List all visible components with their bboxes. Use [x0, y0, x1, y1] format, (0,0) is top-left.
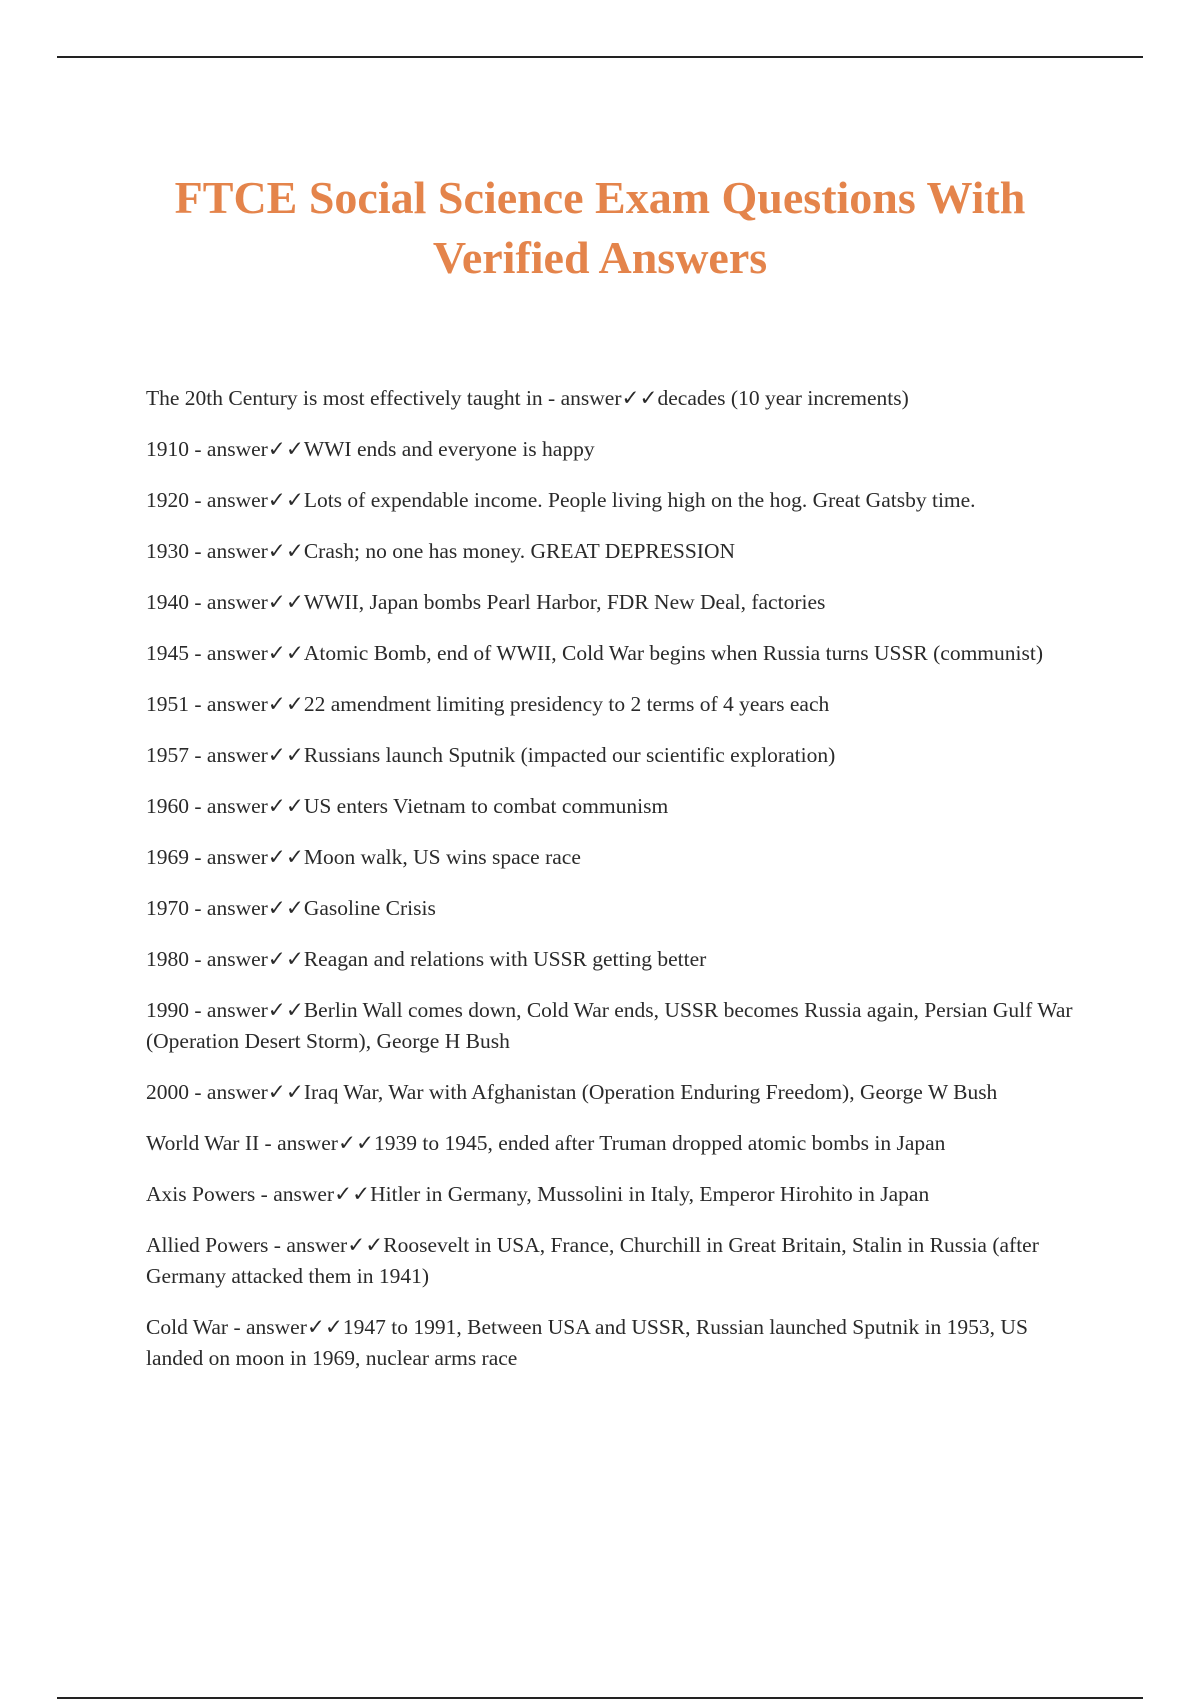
qa-item-axis-powers: Axis Powers - answer✓✓Hitler in Germany, Mussolini in Italy, Emperor Hirohito in Japan: [146, 1182, 930, 1206]
qa-item-1930: 1930 - answer✓✓Crash; no one has money. GREAT DEPRESSION: [146, 539, 736, 563]
qa-item-1970: 1970 - answer✓✓Gasoline Crisis: [146, 896, 436, 920]
qa-item-1910: 1910 - answer✓✓WWI ends and everyone is happy: [146, 437, 595, 461]
qa-list: [146, 383, 1086, 1394]
qa-item-1960: 1960 - answer✓✓US enters Vietnam to combat communism: [146, 794, 669, 818]
qa-item-1951: 1951 - answer✓✓22 amendment limiting presidency to 2 terms of 4 years each: [146, 692, 830, 716]
qa-item-cold-war: Cold War - answer✓✓1947 to 1991, Between USA and USSR, Russian launched Sputnik in 1953, US landed on moon in 1969, nuclear arms race: [146, 1315, 1028, 1370]
header-rule: [57, 56, 1143, 58]
qa-item-20th-century: The 20th Century is most effectively taught in - answer✓✓decades (10 year increments): [146, 386, 909, 410]
qa-item-allied-powers: Allied Powers - answer✓✓Roosevelt in USA, France, Churchill in Great Britain, Stalin in Russia (after Germany attacked them in 1941): [146, 1233, 1039, 1288]
qa-item-world-war-ii: World War II - answer✓✓1939 to 1945, ended after Truman dropped atomic bombs in Japan: [146, 1131, 946, 1155]
footer-rule: [57, 1697, 1143, 1699]
qa-item-1940: 1940 - answer✓✓WWII, Japan bombs Pearl Harbor, FDR New Deal, factories: [146, 590, 826, 614]
qa-item-1969: 1969 - answer✓✓Moon walk, US wins space race: [146, 845, 581, 869]
qa-item-1990: 1990 - answer✓✓Berlin Wall comes down, Cold War ends, USSR becomes Russia again, Persian Gulf War (Operation Desert Storm), George H Bush: [146, 998, 1073, 1053]
qa-item-2000: 2000 - answer✓✓Iraq War, War with Afghanistan (Operation Enduring Freedom), George W Bush: [146, 1080, 998, 1104]
qa-item-1945: 1945 - answer✓✓Atomic Bomb, end of WWII, Cold War begins when Russia turns USSR (communist): [146, 641, 1043, 665]
qa-item-1980: 1980 - answer✓✓Reagan and relations with USSR getting better: [146, 947, 707, 971]
document-title: FTCE Social Science Exam Questions With Verified Answers: [174, 172, 1026, 283]
qa-item-1920: 1920 - answer✓✓Lots of expendable income. People living high on the hog. Great Gatsby time.: [146, 488, 976, 512]
qa-item-1957: 1957 - answer✓✓Russians launch Sputnik (impacted our scientific exploration): [146, 743, 836, 767]
